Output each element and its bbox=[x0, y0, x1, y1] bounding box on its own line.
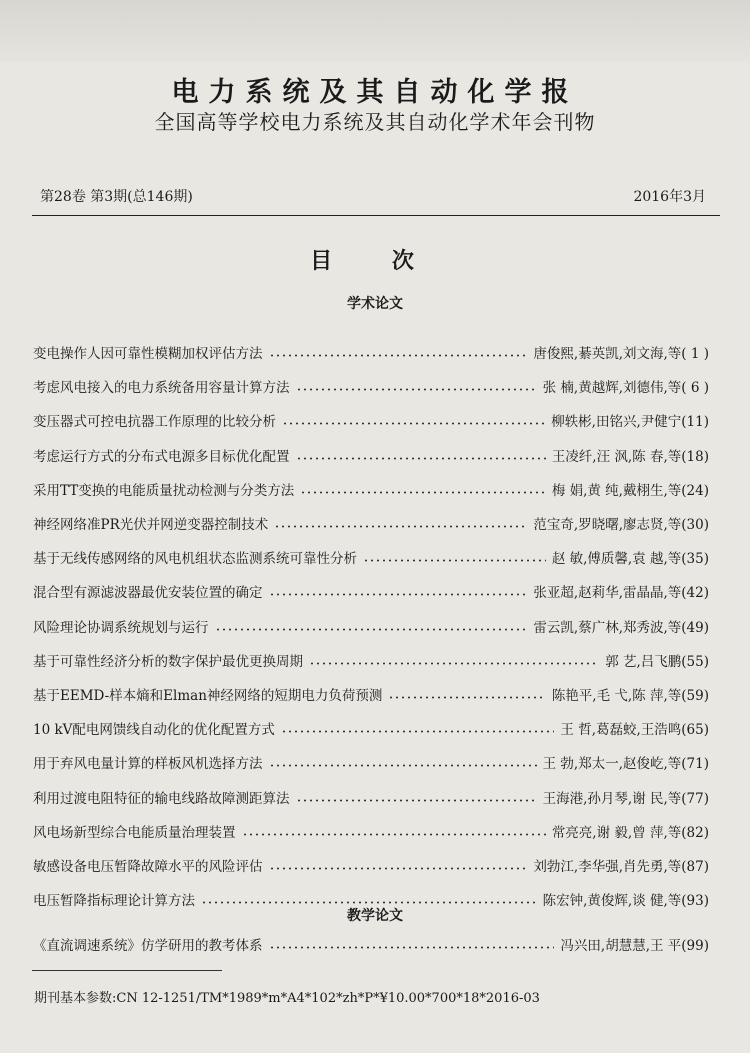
toc-entry-title: 基于可靠性经济分析的数字保护最优更换周期 bbox=[33, 653, 303, 670]
toc-entry-title: 用于弃风电量计算的样板风机选择方法 bbox=[33, 756, 263, 773]
dot-leader bbox=[300, 490, 546, 495]
toc-entry-authors: 陈艳平,毛 弋,陈 萍,等 bbox=[551, 688, 682, 704]
toc-entry-title: 敏感设备电压暂降故障水平的风险评估 bbox=[33, 859, 263, 875]
toc-entry-page: (93) bbox=[681, 893, 709, 910]
toc-entry-title: 变压器式可控电抗器工作原理的比较分析 bbox=[33, 414, 276, 431]
toc-entry-title: 神经网络准PR光伏并网逆变器控制技术 bbox=[33, 517, 269, 533]
toc-entry-authors: 刘勃江,李华强,肖先勇,等 bbox=[533, 859, 682, 875]
toc-entry-title: 基于EEMD-样本熵和Elman神经网络的短期电力负荷预测 bbox=[33, 688, 383, 704]
toc-entry-authors: 冯兴田,胡慧慧,王 平 bbox=[560, 938, 682, 954]
section-heading-academic: 学术论文 bbox=[347, 296, 403, 312]
toc-entry-authors: 郭 艺,吕飞鹏 bbox=[605, 653, 682, 670]
toc-entry[interactable] bbox=[33, 855, 709, 875]
toc-entry-page: (99) bbox=[681, 938, 709, 954]
publication-parameters: 期刊基本参数:CN 12-1251/TM*1989*m*A4*102*zh*P*¥10.00*700*18*2016-03 bbox=[34, 991, 540, 1006]
toc-entry[interactable] bbox=[33, 684, 709, 704]
toc-entry-title: 风险理论协调系统规划与运行 bbox=[33, 619, 209, 636]
dot-leader bbox=[281, 729, 555, 734]
toc-entry-authors: 雷云凯,蔡广林,郑秀波,等 bbox=[533, 619, 682, 636]
footer-divider bbox=[32, 970, 222, 971]
toc-entry-title: 风电场新型综合电能质量治理装置 bbox=[33, 824, 236, 841]
toc-entry[interactable] bbox=[33, 410, 709, 430]
dot-leader bbox=[269, 945, 555, 950]
toc-entry-page: (30) bbox=[681, 517, 709, 533]
journal-subtitle: 全国高等学校电力系统及其自动化学术年会刊物 bbox=[154, 110, 596, 134]
toc-entry-authors: 范宝奇,罗晓曙,廖志贤,等 bbox=[533, 517, 682, 533]
toc-entry-title: 10 kV配电网馈线自动化的优化配置方式 bbox=[33, 722, 275, 739]
toc-entry[interactable] bbox=[33, 581, 709, 601]
toc-entry[interactable] bbox=[33, 445, 709, 465]
toc-entry-page: (55) bbox=[681, 653, 709, 670]
toc-entry[interactable] bbox=[33, 342, 709, 362]
toc-entry-page: (65) bbox=[681, 722, 709, 739]
toc-entry-title: 电压暂降指标理论计算方法 bbox=[33, 893, 195, 910]
dot-leader bbox=[269, 866, 528, 871]
toc-entry-authors: 柳轶彬,田铭兴,尹健宁 bbox=[551, 414, 682, 431]
toc-entry-authors: 王 哲,葛磊蛟,王浩鸣 bbox=[560, 722, 682, 739]
toc-entry-page: (87) bbox=[681, 859, 709, 875]
toc-entry-authors: 唐俊熙,綦英凯,刘文海,等 bbox=[533, 346, 682, 362]
toc-entry[interactable] bbox=[33, 821, 709, 841]
toc-entry-page: ( 1 ) bbox=[681, 346, 709, 362]
toc-entry-page: (42) bbox=[681, 585, 709, 602]
dot-leader bbox=[282, 421, 545, 426]
toc-entry-authors: 梅 娟,黄 纯,戴栩生,等 bbox=[551, 482, 682, 499]
toc-entry-title: 变电操作人因可靠性模糊加权评估方法 bbox=[33, 346, 263, 362]
dot-leader bbox=[296, 456, 546, 461]
toc-entry-authors: 张亚超,赵莉华,雷晶晶,等 bbox=[533, 585, 682, 602]
toc-entry[interactable] bbox=[33, 752, 709, 772]
toc-entry-title: 考虑风电接入的电力系统备用容量计算方法 bbox=[33, 380, 290, 397]
toc-entry[interactable] bbox=[33, 547, 709, 567]
dot-leader bbox=[269, 592, 528, 597]
dot-leader bbox=[309, 661, 599, 666]
toc-entry-title: 《直流调速系统》仿学研用的教考体系 bbox=[33, 938, 263, 954]
toc-entry-title: 考虑运行方式的分布式电源多目标优化配置 bbox=[33, 448, 290, 465]
toc-entry-title: 混合型有源滤波器最优安装位置的确定 bbox=[33, 585, 263, 602]
dot-leader bbox=[215, 627, 528, 632]
issue-date: 2016年3月 bbox=[633, 189, 706, 205]
toc-entry-authors: 赵 敏,傅质馨,袁 越,等 bbox=[551, 551, 682, 568]
dot-leader bbox=[296, 387, 537, 392]
journal-title: 电力系统及其自动化学报 bbox=[171, 77, 579, 108]
toc-entry[interactable] bbox=[33, 718, 709, 738]
toc-entry[interactable] bbox=[33, 479, 709, 499]
toc-entry-page: (59) bbox=[681, 688, 709, 704]
dot-leader bbox=[388, 695, 545, 700]
toc-entry[interactable] bbox=[33, 376, 709, 396]
toc-entry-page: (71) bbox=[681, 756, 709, 773]
toc-entry[interactable] bbox=[33, 616, 709, 636]
toc-entry-page: (35) bbox=[681, 551, 709, 568]
dot-leader bbox=[274, 524, 527, 529]
toc-entry-authors: 王海港,孙月琴,谢 民,等 bbox=[542, 790, 682, 807]
toc-entry-page: (82) bbox=[681, 824, 709, 841]
toc-entry-page: ( 6 ) bbox=[681, 380, 709, 397]
bleed-through-header-band bbox=[0, 0, 750, 62]
toc-entry-page: (11) bbox=[681, 414, 709, 431]
toc-entry-page: (24) bbox=[681, 482, 709, 499]
dot-leader bbox=[242, 832, 546, 837]
toc-entry-page: (18) bbox=[681, 448, 709, 465]
toc-entry-authors: 王 勃,郑太一,赵俊屹,等 bbox=[542, 756, 682, 773]
toc-entry-authors: 王凌纤,汪 沨,陈 春,等 bbox=[551, 448, 682, 465]
toc-entry-authors: 张 楠,黄越辉,刘德伟,等 bbox=[542, 380, 682, 397]
toc-entry[interactable] bbox=[33, 513, 709, 533]
toc-entry-authors: 陈宏钟,黄俊辉,谈 健,等 bbox=[542, 893, 682, 910]
toc-entry[interactable] bbox=[33, 934, 709, 954]
toc-entry-title: 利用过渡电阻特征的输电线路故障测距算法 bbox=[33, 790, 290, 807]
toc-title: 目 次 bbox=[310, 249, 440, 274]
dot-leader bbox=[269, 763, 537, 768]
toc-entry-authors: 常亮亮,谢 毅,曾 萍,等 bbox=[551, 824, 682, 841]
section-heading-teaching: 教学论文 bbox=[347, 908, 403, 924]
dot-leader bbox=[296, 798, 537, 803]
toc-entry-page: (77) bbox=[681, 790, 709, 807]
dot-leader bbox=[269, 353, 528, 358]
toc-entry-title: 采用TT变换的电能质量扰动检测与分类方法 bbox=[33, 482, 295, 499]
header-divider bbox=[32, 215, 720, 216]
issue-info: 第28卷 第3期(总146期) bbox=[40, 189, 193, 205]
dot-leader bbox=[363, 558, 546, 563]
toc-entry-page: (49) bbox=[681, 619, 709, 636]
toc-entry[interactable] bbox=[33, 650, 709, 670]
toc-entry[interactable] bbox=[33, 787, 709, 807]
toc-entry-title: 基于无线传感网络的风电机组状态监测系统可靠性分析 bbox=[33, 551, 357, 568]
